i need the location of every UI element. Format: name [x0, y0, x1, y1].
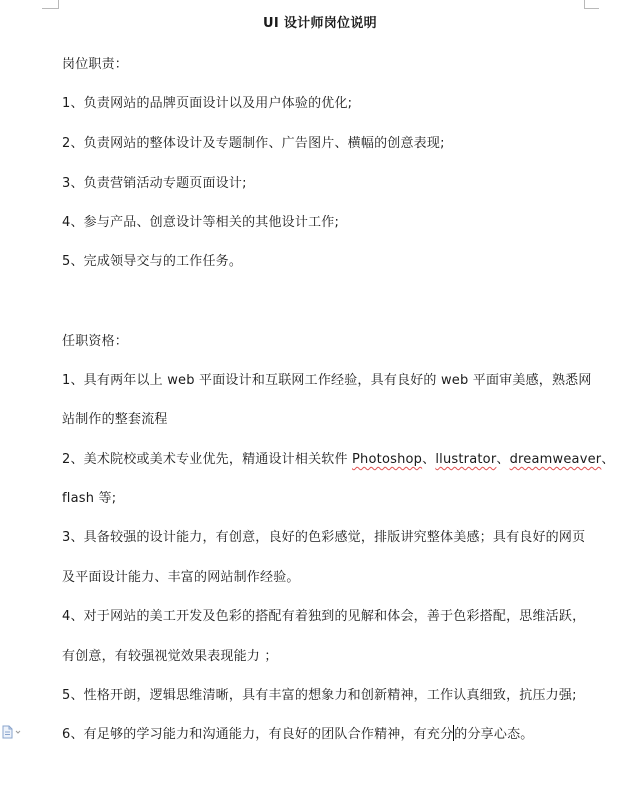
requirements-heading: 任职资格：: [62, 334, 129, 349]
software-dreamweaver: dreamweaver: [509, 452, 602, 467]
requirement-2-prefix: 2、美术院校或美术专业优先，精通设计相关软件: [62, 452, 353, 467]
document-icon-graphic: [2, 725, 24, 739]
requirement-1-line-2: 站制作的整套流程: [62, 412, 168, 427]
requirement-2-line-1: [62, 448, 615, 467]
page-corner-mark-right: [584, 0, 599, 9]
requirement-1-line-1: 1、具有两年以上 web 平面设计和互联网工作经验，具有良好的 web 平面审美感，熟悉网: [62, 373, 592, 388]
document-title: UI 设计师岗位说明: [263, 16, 377, 31]
requirement-4-line-2: 有创意，有较强视觉效果表现能力 ；: [62, 649, 278, 664]
duty-item-2: 2、负责网站的整体设计及专题制作、广告图片、横幅的创意表现;: [62, 136, 445, 151]
requirement-3-line-2: 及平面设计能力、丰富的网站制作经验。: [62, 570, 300, 585]
page-corner-mark-left: [42, 0, 59, 9]
requirement-6-text-after-cursor: 的分享心态。: [454, 727, 534, 742]
duty-item-5: 5、完成领导交与的工作任务。: [62, 254, 243, 269]
separator: 、: [496, 452, 510, 467]
requirement-5-line-1: 5、性格开朗，逻辑思维清晰，具有丰富的想象力和创新精神，工作认真细致，抗压力强;: [62, 688, 577, 703]
requirement-4-line-1: 4、对于网站的美工开发及色彩的搭配有着独到的见解和体会，善于色彩搭配，思维活跃，: [62, 609, 586, 624]
requirement-2-line-2: flash 等;: [62, 491, 117, 506]
requirement-3-line-1: 3、具备较强的设计能力，有创意，良好的色彩感觉，排版讲究整体美感；具有良好的网页: [62, 530, 586, 545]
duty-item-1: 1、负责网站的品牌页面设计以及用户体验的优化;: [62, 96, 353, 111]
separator: 、: [601, 452, 615, 467]
duty-item-3: 3、负责营销活动专题页面设计;: [62, 176, 247, 191]
duties-heading: 岗位职责：: [62, 57, 129, 72]
document-icon[interactable]: [2, 724, 24, 738]
software-photoshop: Photoshop: [352, 452, 423, 467]
requirement-6-line-1[interactable]: [62, 723, 533, 742]
requirement-6-text-before-cursor: 6、有足够的学习能力和沟通能力，有良好的团队合作精神，有充分: [62, 727, 454, 742]
duty-item-4: 4、参与产品、创意设计等相关的其他设计工作;: [62, 215, 340, 230]
software-illustrator: llustrator: [435, 452, 497, 467]
separator: 、: [422, 452, 436, 467]
